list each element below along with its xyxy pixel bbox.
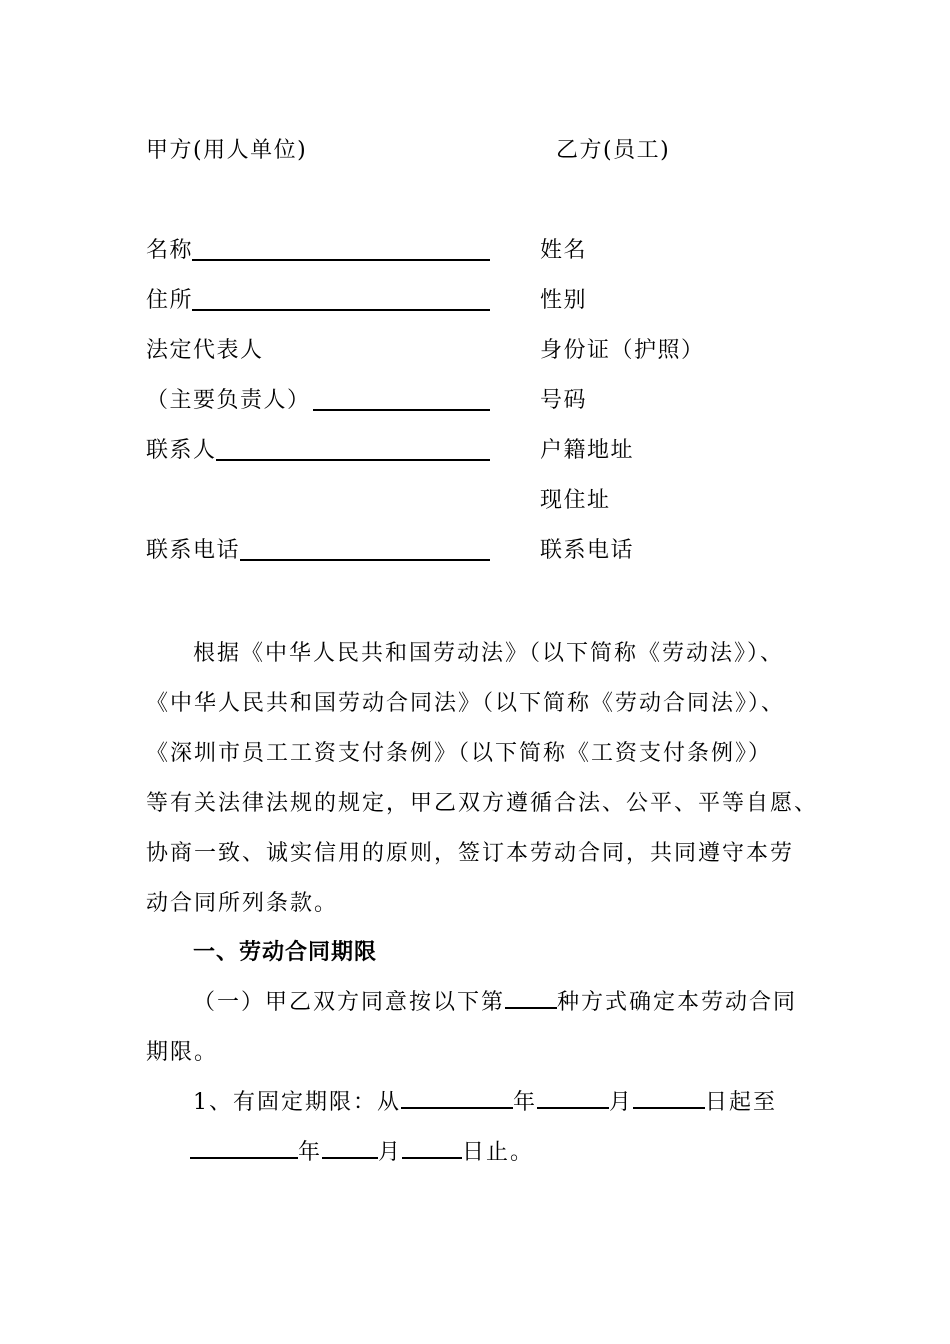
clause-a-line-1 <box>193 985 797 1016</box>
end-month-label: 月 <box>378 1140 403 1165</box>
party-a-contact-field[interactable] <box>216 459 490 461</box>
start-day-label: 日起至 <box>705 1090 778 1115</box>
party-a-name-label: 名称 <box>146 238 194 263</box>
party-b-id-label: 身份证（护照） <box>540 338 705 363</box>
start-month-label: 月 <box>609 1090 634 1115</box>
start-month-field[interactable] <box>537 1085 609 1109</box>
party-b-household-label: 户籍地址 <box>540 438 635 463</box>
end-year-label: 年 <box>298 1140 323 1165</box>
clause-a-line-2: 期限。 <box>146 1040 219 1065</box>
intro-line-2: 《中华人民共和国劳动合同法》（以下简称《劳动合同法》）、 <box>146 691 786 716</box>
item-1-pre: 1、有固定期限：从 <box>193 1090 401 1115</box>
end-day-label: 日止。 <box>462 1140 535 1165</box>
start-year-field[interactable] <box>401 1085 513 1109</box>
intro-line-5: 协商一致、诚实信用的原则，签订本劳动合同，共同遵守本劳 <box>146 841 795 866</box>
party-a-phone-label: 联系电话 <box>146 538 241 563</box>
end-day-field[interactable] <box>402 1135 462 1159</box>
method-number-field[interactable] <box>505 985 557 1009</box>
item-1-line-2 <box>190 1135 534 1166</box>
party-a-phone-field[interactable] <box>240 559 490 561</box>
party-b-header: 乙方(员工) <box>556 138 671 163</box>
party-a-address-label: 住所 <box>146 288 194 313</box>
party-a-contact-label: 联系人 <box>146 438 217 463</box>
party-b-number-label: 号码 <box>540 388 588 413</box>
party-a-legal-rep-label: 法定代表人 <box>146 338 264 363</box>
start-year-label: 年 <box>513 1090 538 1115</box>
intro-line-3: 《深圳市员工工资支付条例》（以下简称《工资支付条例》） <box>146 741 773 766</box>
party-a-principal-label: （主要负责人） <box>146 388 311 413</box>
party-a-address-field[interactable] <box>192 309 490 311</box>
party-b-phone-label: 联系电话 <box>540 538 635 563</box>
intro-line-4: 等有关法律法规的规定，甲乙双方遵循合法、公平、平等自愿、 <box>146 791 819 816</box>
end-month-field[interactable] <box>322 1135 378 1159</box>
end-year-field[interactable] <box>190 1135 298 1159</box>
clause-a-pre: （一）甲乙双方同意按以下第 <box>193 990 506 1015</box>
party-b-current-address-label: 现住址 <box>540 488 611 513</box>
party-a-header: 甲方(用人单位) <box>146 138 308 163</box>
party-b-gender-label: 性别 <box>540 288 588 313</box>
party-a-principal-field[interactable] <box>313 409 490 411</box>
party-a-name-field[interactable] <box>192 259 490 261</box>
intro-line-6: 动合同所列条款。 <box>146 891 339 916</box>
start-day-field[interactable] <box>633 1085 705 1109</box>
section-1-title: 一、劳动合同期限 <box>193 940 378 965</box>
intro-line-1: 根据《中华人民共和国劳动法》（以下简称《劳动法》）、 <box>193 641 785 666</box>
clause-a-post: 种方式确定本劳动合同 <box>557 990 798 1015</box>
party-b-name-label: 姓名 <box>540 238 588 263</box>
item-1-line-1 <box>193 1085 777 1116</box>
